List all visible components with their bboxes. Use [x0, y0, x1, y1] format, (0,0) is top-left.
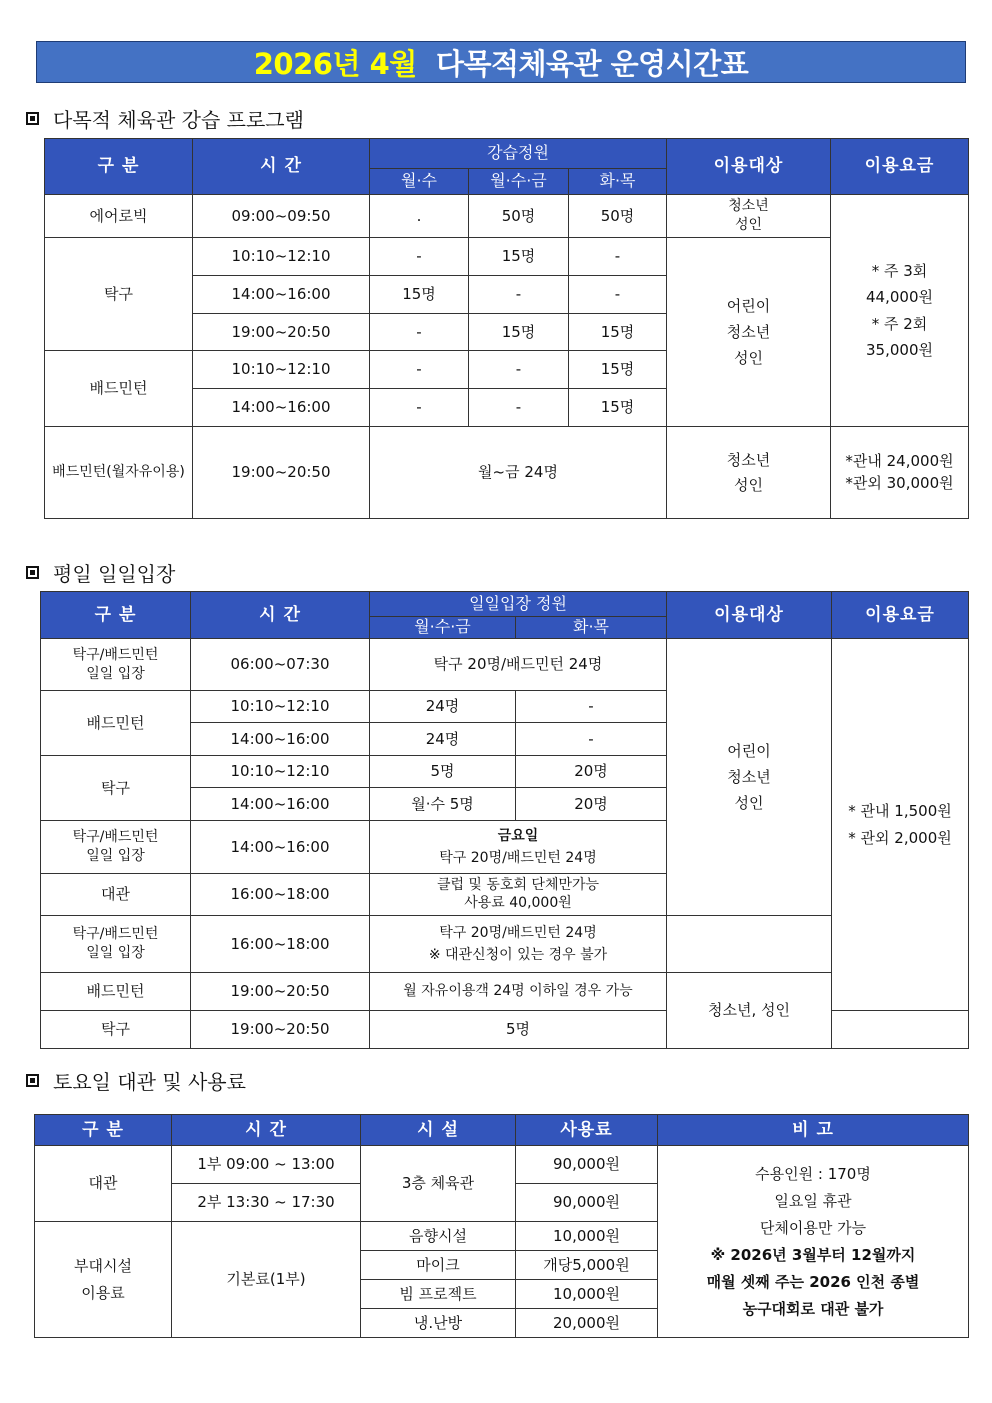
header-fee: 사용료	[516, 1115, 658, 1146]
row-time: 19:00~20:50	[193, 427, 370, 519]
cell-facility: 냉.난방	[361, 1309, 516, 1338]
cell-fee	[831, 427, 969, 519]
fee-line: * 주 2회	[871, 314, 928, 333]
row-name: 배드민턴(월자유이용)	[45, 427, 193, 519]
row-time: 16:00~18:00	[191, 916, 370, 973]
cell-cap: -	[370, 238, 469, 276]
cell-cap: -	[370, 351, 469, 389]
row-name: 배드민턴	[41, 691, 191, 756]
fee-line: *관내 24,000원	[845, 451, 954, 470]
cell-cap: -	[569, 276, 667, 314]
cell-cap: 15명	[569, 314, 667, 351]
header-time: 시 간	[191, 592, 370, 639]
cell-cap: 탁구 20명/배드민턴 24명	[370, 639, 667, 691]
name-line: 일일 입장	[86, 665, 145, 682]
header-target: 이용대상	[667, 592, 832, 639]
cell-cap: -	[370, 389, 469, 427]
name-line: 일일 입장	[86, 945, 145, 961]
cap-line: 사용료 40,000원	[464, 894, 572, 911]
cell-fee: 90,000원	[516, 1184, 658, 1222]
target-line: 청소년	[728, 198, 769, 215]
target-line: 성인	[734, 475, 763, 494]
target-line: 성인	[734, 794, 764, 813]
cell-cap: 50명	[469, 195, 569, 238]
fee-line: 35,000원	[866, 340, 933, 359]
cell-cap: 15명	[469, 314, 569, 351]
cell-facility: 마이크	[361, 1251, 516, 1280]
fee-line: 44,000원	[866, 288, 933, 307]
name-line: 일일 입장	[86, 848, 145, 864]
cell-cap: -	[516, 691, 667, 723]
cell-fee: 10,000원	[516, 1280, 658, 1309]
row-name	[41, 916, 191, 973]
row-time: 2부 13:30 ~ 17:30	[172, 1184, 361, 1222]
row-time: 기본료(1부)	[172, 1222, 361, 1338]
row-time: 19:00~20:50	[191, 973, 370, 1011]
cell-target-evening: 청소년, 성인	[667, 973, 832, 1049]
cell-cap: 월~금 24명	[370, 427, 667, 519]
target-line: 청소년	[726, 322, 771, 341]
header-target: 이용대상	[667, 139, 831, 195]
cell-cap: 24명	[370, 691, 516, 723]
section-heading-daily	[26, 558, 175, 587]
cell-fee: 90,000원	[516, 1146, 658, 1184]
note-line: 농구대회로 대관 불가	[742, 1299, 884, 1318]
row-name	[41, 821, 191, 874]
cell-facility: 3층 체육관	[361, 1146, 516, 1222]
cell-cap	[370, 916, 667, 973]
lessons-table	[44, 138, 969, 519]
row-time: 10:10~12:10	[193, 238, 370, 276]
cell-facility: 빔 프로젝트	[361, 1280, 516, 1309]
row-time: 1부 09:00 ~ 13:00	[172, 1146, 361, 1184]
row-name: 배드민턴	[45, 351, 193, 427]
header-day-1: 월·수·금	[370, 617, 516, 639]
note-line: 매월 셋째 주는 2026 인천 종별	[706, 1272, 920, 1291]
cell-cap: 5명	[370, 1011, 667, 1049]
header-time: 시 간	[172, 1115, 361, 1146]
cell-fee: 개당5,000원	[516, 1251, 658, 1280]
header-day-2: 화·목	[516, 617, 667, 639]
header-day-1: 월·수	[370, 169, 469, 195]
cell-cap: 월 자유이용객 24명 이하일 경우 가능	[370, 973, 667, 1011]
cap-line: 탁구 20명/배드민턴 24명	[439, 850, 597, 866]
cell-fee-main	[832, 639, 969, 1011]
cell-cap: 15명	[370, 276, 469, 314]
section-heading-lessons	[26, 104, 304, 133]
cell-cap: -	[370, 314, 469, 351]
note-line: 일요일 휴관	[774, 1191, 852, 1210]
name-line: 이용료	[81, 1283, 125, 1302]
cell-empty	[832, 1011, 969, 1049]
cell-cap: 15명	[569, 351, 667, 389]
row-name: 대관	[35, 1146, 172, 1222]
row-name: 탁구	[41, 1011, 191, 1049]
cell-cap: -	[516, 723, 667, 756]
cell-cap: 월·수 5명	[370, 788, 516, 821]
row-name: 배드민턴	[41, 973, 191, 1011]
row-name: 탁구	[41, 756, 191, 821]
cell-cap: -	[469, 276, 569, 314]
square-bullet-icon	[26, 1074, 39, 1087]
header-capacity: 강습정원	[370, 139, 667, 169]
cell-target	[667, 427, 831, 519]
name-line: 부대시설	[74, 1256, 132, 1275]
header-gubun: 구 분	[41, 592, 191, 639]
name-line: 탁구/배드민턴	[72, 926, 159, 943]
cap-line: 클럽 및 동호회 단체만가능	[436, 877, 600, 893]
cell-facility: 음향시설	[361, 1222, 516, 1251]
row-time: 14:00~16:00	[193, 389, 370, 427]
note-line: ※ 2026년 3월부터 12월까지	[710, 1245, 916, 1264]
row-time: 10:10~12:10	[191, 691, 370, 723]
name-line: 탁구/배드민턴	[72, 646, 159, 663]
header-fee: 이용요금	[832, 592, 969, 639]
target-line: 어린이	[726, 296, 771, 315]
cell-cap: -	[469, 351, 569, 389]
section-heading-text: 토요일 대관 및 사용료	[53, 1070, 246, 1094]
fee-line: * 관내 1,500원	[848, 802, 952, 821]
header-note: 비 고	[658, 1115, 969, 1146]
fee-line: * 관외 2,000원	[848, 828, 952, 847]
row-name	[35, 1222, 172, 1338]
cell-notes	[658, 1146, 969, 1338]
row-name: 대관	[41, 874, 191, 916]
cell-fee-main	[831, 195, 969, 427]
header-capacity: 일일입장 정원	[370, 592, 667, 617]
header-day-3: 화·목	[569, 169, 667, 195]
section-heading-text: 평일 일일입장	[53, 562, 176, 586]
cell-cap: 15명	[469, 238, 569, 276]
header-fee: 이용요금	[831, 139, 969, 195]
cell-cap: 50명	[569, 195, 667, 238]
cell-empty	[667, 916, 832, 973]
cell-cap: .	[370, 195, 469, 238]
title-month: 2026년 4월	[253, 46, 417, 81]
fee-line: *관외 30,000원	[845, 473, 954, 492]
header-gubun: 구 분	[45, 139, 193, 195]
row-name	[41, 639, 191, 691]
section-heading-text: 다목적 체육관 강습 프로그램	[53, 108, 304, 132]
cell-fee: 10,000원	[516, 1222, 658, 1251]
cell-cap	[370, 874, 667, 916]
row-time: 19:00~20:50	[193, 314, 370, 351]
section-heading-saturday	[26, 1066, 246, 1095]
cap-line: ※ 대관신청이 있는 경우 불가	[428, 947, 608, 963]
cell-cap: -	[569, 238, 667, 276]
cap-line: 탁구 20명/배드민턴 24명	[439, 924, 597, 941]
row-name: 탁구	[45, 238, 193, 351]
row-time: 16:00~18:00	[191, 874, 370, 916]
square-bullet-icon	[26, 112, 39, 125]
header-gubun: 구 분	[35, 1115, 172, 1146]
note-line: 단체이용만 가능	[759, 1218, 867, 1237]
page-title	[36, 41, 966, 83]
row-time: 19:00~20:50	[191, 1011, 370, 1049]
cell-target-main	[667, 238, 831, 427]
cell-target	[667, 195, 831, 238]
cell-cap: 24명	[370, 723, 516, 756]
cell-cap: 20명	[516, 756, 667, 788]
name-line: 탁구/배드민턴	[72, 829, 159, 846]
target-line: 어린이	[727, 741, 771, 760]
header-facility: 시 설	[361, 1115, 516, 1146]
row-time: 14:00~16:00	[193, 276, 370, 314]
cell-cap: 15명	[569, 389, 667, 427]
cap-line: 금요일	[497, 827, 539, 844]
row-time: 10:10~12:10	[191, 756, 370, 788]
target-line: 성인	[734, 217, 763, 233]
row-time: 09:00~09:50	[193, 195, 370, 238]
cell-target-main	[667, 639, 832, 916]
note-line: 수용인원 : 170명	[755, 1164, 871, 1183]
cell-cap: -	[469, 389, 569, 427]
row-time: 06:00~07:30	[191, 639, 370, 691]
row-time: 14:00~16:00	[191, 723, 370, 756]
cell-cap	[370, 821, 667, 874]
fee-line: * 주 3회	[871, 262, 928, 280]
square-bullet-icon	[26, 566, 39, 579]
target-line: 성인	[734, 349, 763, 368]
header-day-2: 월·수·금	[469, 169, 569, 195]
daily-table	[40, 591, 969, 1049]
target-line: 청소년	[727, 767, 771, 786]
cell-fee: 20,000원	[516, 1309, 658, 1338]
row-name: 에어로빅	[45, 195, 193, 238]
cell-cap: 20명	[516, 788, 667, 821]
row-time: 14:00~16:00	[191, 821, 370, 874]
target-line: 청소년	[726, 450, 771, 469]
saturday-table	[34, 1114, 969, 1338]
title-main: 다목적체육관 운영시간표	[435, 46, 749, 81]
cell-cap: 5명	[370, 756, 516, 788]
header-time: 시 간	[193, 139, 370, 195]
row-time: 14:00~16:00	[191, 788, 370, 821]
row-time: 10:10~12:10	[193, 351, 370, 389]
